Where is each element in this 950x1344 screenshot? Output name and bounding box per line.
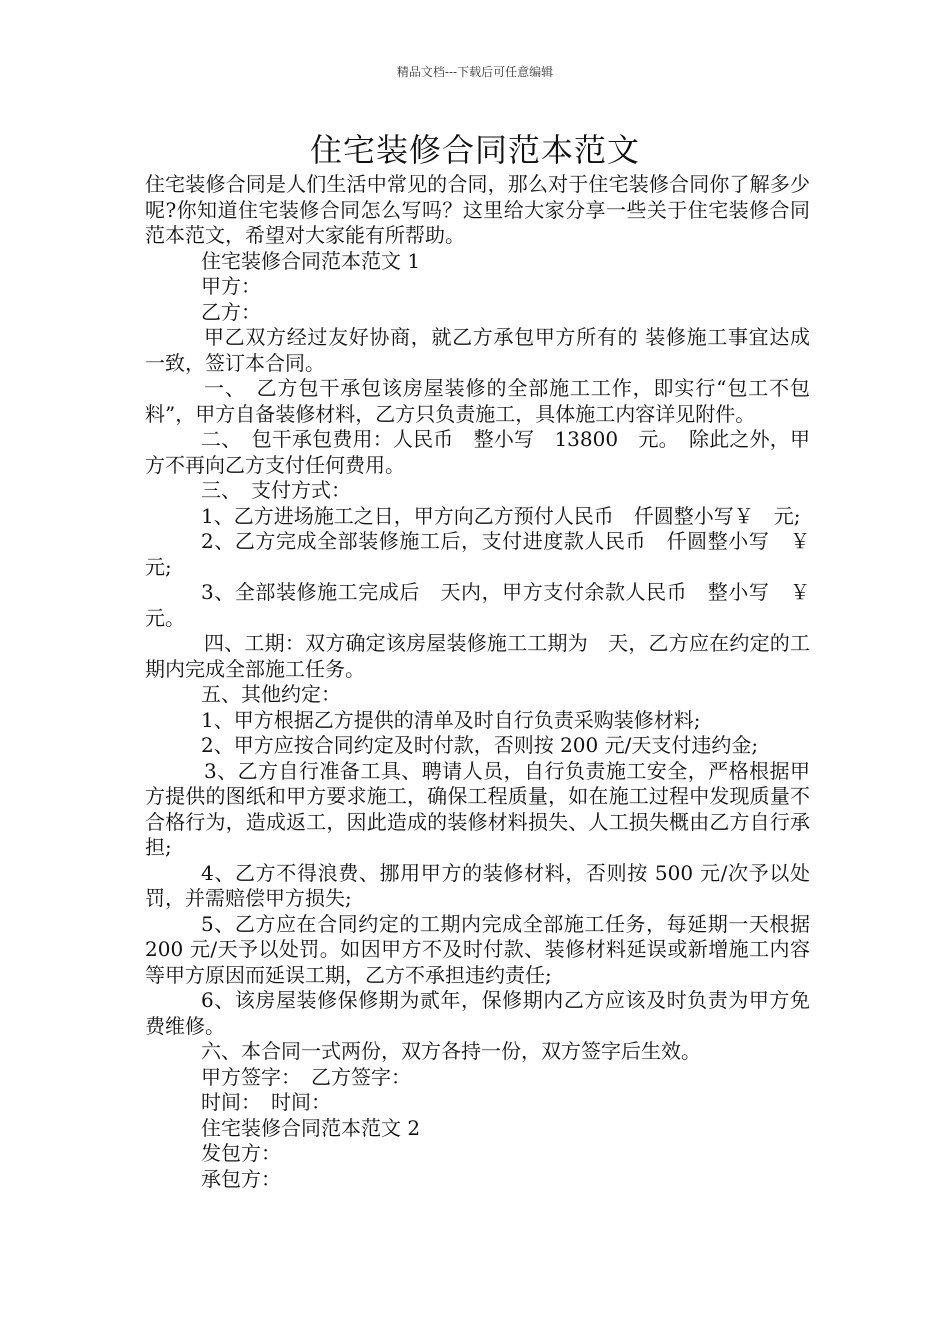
sample2-title: 住宅装修合同范本范文 2 [201,1115,421,1140]
party-a-label: 甲方： [201,274,261,298]
party-b-label: 乙方： [201,299,261,324]
date-line: 时间： 时间： [201,1090,331,1114]
payment-item-3: 3、全部装修施工完成后 天内，甲方支付余款人民币 整小写 ￥ 元。 [145,580,830,630]
contractor-label: 承包方： [201,1166,281,1191]
contract-issuer-label: 发包方： [201,1141,281,1165]
other-item-4: 4、乙方不得浪费、挪用甲方的装修材料，否则按 500 元/次予以处罚，并需赔偿甲方损失; [145,860,810,910]
sample1-title: 住宅装修合同范本范文 1 [201,248,421,273]
agreement-paragraph: 甲乙双方经过友好协商，就乙方承包甲方所有的 装修施工事宜达成一致，签订本合同。 [145,325,810,375]
other-item-2: 2、甲方应按合同约定及时付款，否则按 200 元/天支付违约金; [201,733,759,757]
header-note: 精品文档---下载后可任意编辑 [396,65,554,79]
document-body [145,172,830,1192]
other-item-3: 3、乙方自行准备工具、聘请人员，自行负责施工安全，严格根据甲方提供的图纸和甲方要求施工，确保工程质量，如在施工过程中发现质量不合格行为，造成返工，因此造成的装修材料损失、人工损失概由乙方自行承担; [145,758,810,859]
other-item-6: 6、该房屋装修保修期为贰年，保修期内乙方应该及时负责为甲方免费维修。 [145,988,810,1038]
document-title: 住宅装修合同范本范文 [309,131,640,169]
signature-line: 甲方签字： 乙方签字： [201,1064,411,1089]
clause-6: 六、本合同一式两份，双方各持一份，双方签字后生效。 [201,1039,701,1063]
payment-item-1: 1、乙方进场施工之日，甲方向乙方预付人民币 仟圆整小写￥ 元; [201,503,801,528]
other-item-5: 5、乙方应在合同约定的工期内完成全部施工任务，每延期一天根据 200 元/天予以处罚。如因甲方不及时付款、装修材料延误或新增施工内容等甲方原因而延误工期，乙方不承担违约责任; [145,911,810,987]
clause-3: 三、 支付方式： [201,478,351,502]
other-item-1: 1、甲方根据乙方提供的清单及时自行负责采购装修材料; [201,707,701,732]
clause-5: 五、其他约定： [201,682,341,706]
clause-4: 四、工期：双方确定该房屋装修施工工期为 天，乙方应在约定的工期内完成全部施工任务。 [145,631,810,681]
intro-paragraph: 住宅装修合同是人们生活中常见的合同，那么对于住宅装修合同你了解多少呢?你知道住宅装修合同怎么写吗？这里给大家分享一些关于住宅装修合同范本范文，希望对大家能有所帮助。 [145,172,810,247]
payment-item-2: 2、乙方完成全部装修施工后，支付进度款人民币 仟圆整小写 ￥ 元; [145,529,830,579]
clause-1: 一、 乙方包干承包该房屋装修的全部施工工作，即实行“包工不包料”，甲方自备装修材料，乙方只负责施工，具体施工内容详见附件。 [145,376,810,426]
clause-2: 二、 包干承包费用：人民币 整小写 13800 元。 除此之外，甲方不再向乙方支付任何费用。 [145,427,810,477]
